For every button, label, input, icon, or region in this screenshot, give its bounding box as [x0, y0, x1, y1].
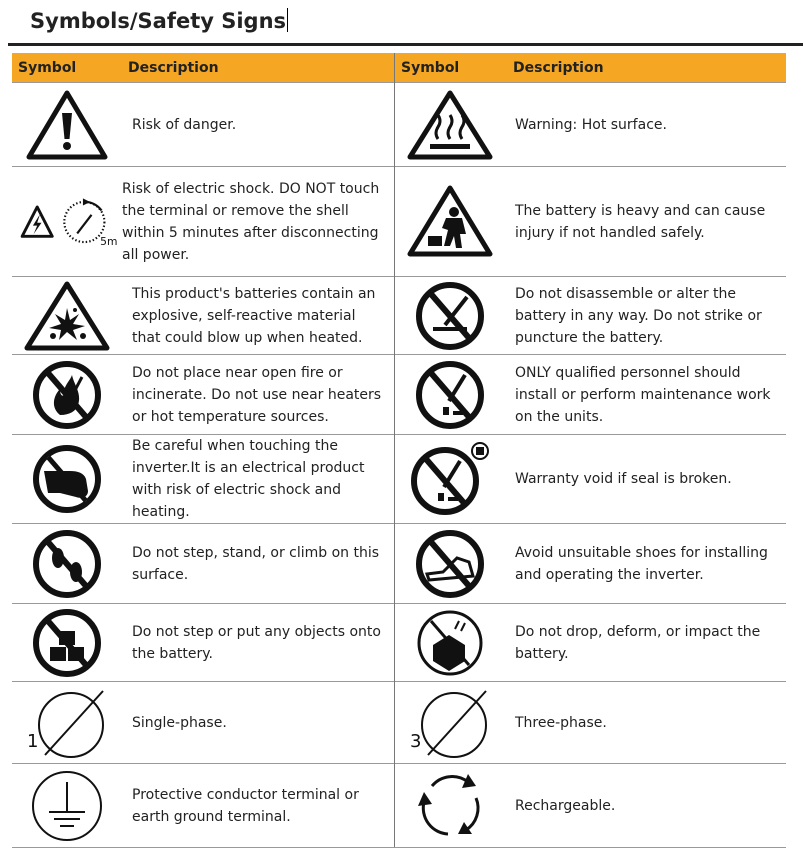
- symbol-cell: [12, 83, 122, 167]
- table-row: [12, 682, 786, 764]
- description-cell: Rechargeable.: [505, 764, 786, 848]
- symbol-cell: [12, 764, 122, 848]
- symbol-cell: [395, 355, 506, 435]
- symbol-cell: [12, 277, 122, 355]
- table-row: [12, 604, 786, 682]
- no-shoes-icon: [413, 528, 487, 600]
- description-cell: Do not drop, deform, or impact the battery.: [505, 604, 786, 682]
- table-row: [12, 355, 786, 435]
- symbol-cell: [395, 83, 506, 167]
- three-phase-icon: [402, 685, 498, 761]
- table-row: [12, 764, 786, 848]
- no-drop-icon: [413, 607, 487, 679]
- description-cell: Do not step or put any objects onto the battery.: [122, 604, 395, 682]
- rechargeable-icon: [410, 768, 490, 844]
- table-header-row: [12, 53, 786, 83]
- description-cell: ONLY qualified personnel should install or perform maintenance work on the units.: [505, 355, 786, 435]
- explosive-icon: [23, 280, 111, 352]
- symbol-cell: [395, 277, 506, 355]
- symbol-cell: [12, 167, 122, 277]
- header-description-left: Description: [122, 53, 395, 83]
- description-cell: Three-phase.: [505, 682, 786, 764]
- symbol-cell: [12, 682, 122, 764]
- danger-triangle-icon: [25, 89, 109, 161]
- no-objects-icon: [30, 607, 104, 679]
- qualified-personnel-icon: [413, 359, 487, 431]
- page-title: Symbols/Safety Signs: [30, 9, 287, 33]
- header-symbol-right: Symbol: [395, 53, 506, 83]
- symbol-cell: [12, 435, 122, 524]
- symbol-cell: [395, 604, 506, 682]
- symbol-cell: [395, 682, 506, 764]
- table-row: [12, 435, 786, 524]
- electric-shock-icon: [20, 197, 54, 247]
- earth-ground-icon: [29, 768, 105, 844]
- symbol-cell: [395, 524, 506, 604]
- symbol-cell: [12, 355, 122, 435]
- symbols-table: [12, 53, 786, 848]
- description-cell: Risk of electric shock. DO NOT touch the terminal or remove the shell within 5 minutes after disconnecting all power.: [122, 167, 395, 277]
- table-row: [12, 167, 786, 277]
- no-fire-icon: [30, 359, 104, 431]
- description-cell: Avoid unsuitable shoes for installing and operating the inverter.: [505, 524, 786, 604]
- description-cell: Warranty void if seal is broken.: [505, 435, 786, 524]
- description-cell: Warning: Hot surface.: [505, 83, 786, 167]
- description-cell: Protective conductor terminal or earth ground terminal.: [122, 764, 395, 848]
- header-symbol-left: Symbol: [12, 53, 122, 83]
- warranty-seal-icon: [408, 441, 492, 517]
- description-cell: This product's batteries contain an explosive, self-reactive material that could blow up when heated.: [122, 277, 395, 355]
- symbol-cell: [395, 435, 506, 524]
- table-row: [12, 83, 786, 167]
- timer-label: 5m: [100, 234, 118, 248]
- no-step-icon: [30, 528, 104, 600]
- text-cursor: [287, 8, 288, 32]
- description-cell: Do not place near open fire or incinerate. Do not use near heaters or hot temperature sources.: [122, 355, 395, 435]
- description-cell: Be careful when touching the inverter.It is an electrical product with risk of electric shock and heating.: [122, 435, 395, 524]
- heavy-load-icon: [406, 184, 494, 260]
- single-phase-icon: [19, 685, 115, 761]
- no-disassemble-icon: [413, 281, 487, 351]
- symbol-cell: [395, 167, 506, 277]
- description-cell: Do not step, stand, or climb on this surface.: [122, 524, 395, 604]
- phase-label: 1: [27, 730, 39, 752]
- symbol-cell: [12, 524, 122, 604]
- phase-label: 3: [410, 730, 422, 752]
- header-description-right: Description: [505, 53, 786, 83]
- symbol-cell: [12, 604, 122, 682]
- description-cell: The battery is heavy and can cause injury if not handled safely.: [505, 167, 786, 277]
- description-cell: Risk of danger.: [122, 83, 395, 167]
- title-rule: [8, 43, 803, 46]
- table-row: [12, 524, 786, 604]
- hot-surface-icon: [406, 89, 494, 161]
- description-cell: Single-phase.: [122, 682, 395, 764]
- no-touch-icon: [30, 443, 104, 515]
- symbol-cell: [395, 764, 506, 848]
- description-cell: Do not disassemble or alter the battery in any way. Do not strike or puncture the battery.: [505, 277, 786, 355]
- five-minute-timer-icon: [60, 182, 122, 262]
- table-row: [12, 277, 786, 355]
